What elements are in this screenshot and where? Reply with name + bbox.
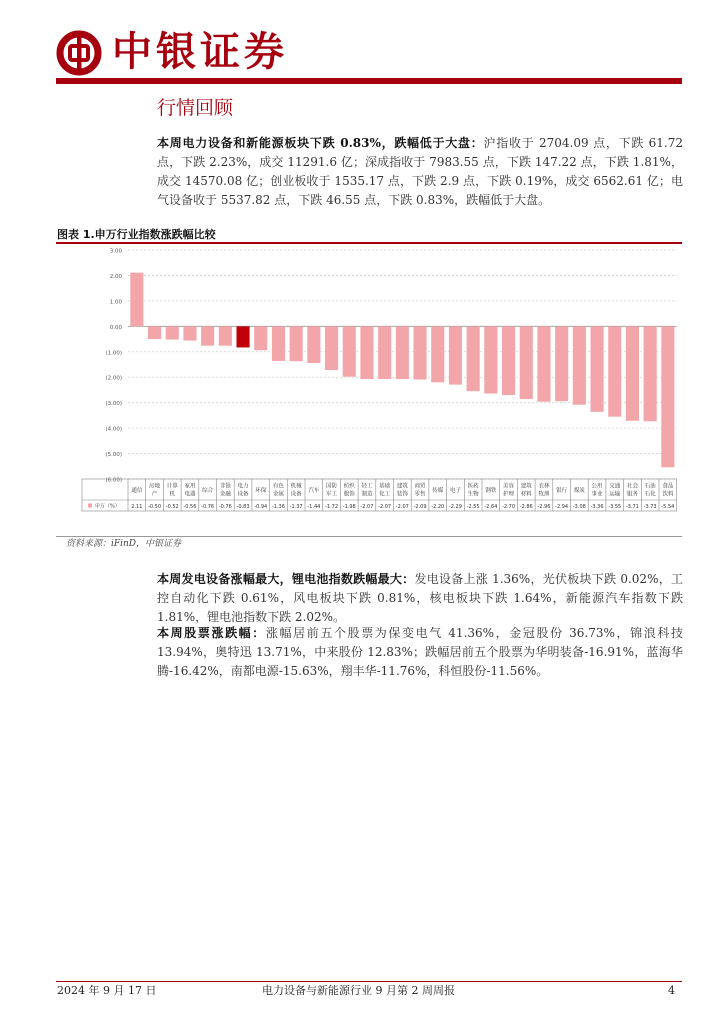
bar [608, 326, 621, 416]
data-value-label: -1.36 [271, 504, 285, 510]
category-label: 房地 [149, 483, 161, 490]
bar [272, 326, 285, 361]
category-label: 建筑 [396, 483, 408, 490]
bar [626, 326, 639, 420]
subsector-paragraph [157, 570, 683, 627]
bar [183, 326, 196, 340]
category-label: 美容 [503, 483, 515, 490]
category-label: 通信 [131, 488, 143, 494]
bar [343, 326, 356, 376]
footer-report-title: 电力设备与新能源行业 9 月第 2 周周报 [262, 984, 455, 997]
y-tick-label: (2.00) [105, 375, 122, 382]
bar [378, 326, 391, 379]
data-value-label: -2.94 [555, 504, 569, 510]
category-label: 食品 [662, 483, 674, 490]
category-label: 金融 [219, 491, 231, 498]
data-value-label: -1.72 [325, 504, 339, 510]
data-value-label: -5.54 [661, 504, 675, 510]
data-value-label: -3.73 [643, 504, 657, 510]
data-value-label: -0.56 [183, 504, 197, 510]
bar [130, 273, 143, 327]
category-label: 公用 [591, 483, 603, 490]
category-label: 装饰 [396, 491, 408, 498]
category-label: 生物 [467, 491, 479, 498]
data-value-label: -2.09 [413, 504, 427, 510]
category-label: 综合 [202, 488, 214, 494]
page-number: 4 [668, 984, 675, 997]
category-label: 石化 [644, 491, 656, 498]
footer-rule [56, 981, 682, 982]
market-review-paragraph [157, 134, 683, 210]
y-tick-label: 1.00 [109, 299, 122, 306]
category-label: 服饰 [343, 491, 355, 498]
category-label: 交通 [609, 483, 621, 490]
category-label: 服务 [626, 491, 638, 498]
category-label: 社会 [626, 483, 638, 490]
category-label: 基础 [379, 483, 391, 490]
bar [520, 326, 533, 399]
category-label: 事业 [591, 491, 603, 498]
category-label: 电力 [237, 483, 249, 490]
stock-movers-lead: 本周股票涨跌幅： [157, 626, 266, 640]
bar [290, 326, 303, 361]
bar [396, 326, 409, 379]
bar [325, 326, 338, 370]
data-value-label: -3.08 [572, 504, 586, 510]
section-heading: 行情回顾 [157, 97, 234, 119]
subsector-body: 发电设备上涨 1.36%，光伏板块下跌 0.02%，工控自动化下跌 0.61%，风电板块下跌 0.81%，核电板块下跌 1.64%，新能源汽车指数下跌 1.81%，锂电池指数下跌 2.02%。 [157, 572, 683, 624]
y-tick-label: 3.00 [109, 248, 122, 255]
data-value-label: -2.07 [395, 504, 409, 510]
category-label: 银行 [556, 488, 568, 494]
category-label: 产 [151, 491, 158, 498]
data-value-label: -0.50 [148, 504, 162, 510]
bar [431, 326, 444, 382]
category-label: 有色 [272, 483, 284, 490]
category-label: 医药 [467, 483, 479, 490]
data-value-label: -2.07 [378, 504, 392, 510]
bar [502, 326, 515, 395]
category-label: 计算 [166, 483, 178, 490]
category-label: 建筑 [520, 483, 532, 490]
market-review-lead: 本周电力设备和新能源板块下跌 0.83%，跌幅低于大盘： [157, 136, 484, 150]
data-value-label: -2.20 [431, 504, 445, 510]
y-tick-label: (3.00) [105, 401, 122, 408]
bar [484, 326, 497, 393]
category-label: 农林 [538, 483, 550, 490]
category-label: 设备 [237, 491, 249, 498]
bar [219, 326, 232, 345]
category-label: 电器 [184, 491, 196, 498]
industry-index-bar-chart [56, 244, 686, 534]
bar [573, 326, 586, 404]
category-label: 石油 [644, 483, 656, 490]
data-value-label: -2.64 [484, 504, 498, 510]
data-value-label: -2.96 [537, 504, 551, 510]
header-divider [56, 78, 682, 84]
figure-source-note: 资料来源：iFinD，中银证券 [66, 539, 182, 549]
data-value-label: -1.37 [289, 504, 303, 510]
category-label: 化工 [379, 491, 391, 498]
bar [360, 326, 373, 379]
category-label: 金属 [272, 491, 284, 498]
category-label: 传媒 [432, 488, 444, 494]
data-value-label: -2.55 [466, 504, 480, 510]
category-label: 非银 [219, 483, 231, 490]
stock-movers-paragraph [157, 624, 683, 681]
bar [555, 326, 568, 401]
y-tick-label: 2.00 [109, 273, 122, 280]
bar [414, 326, 427, 379]
legend-swatch [88, 504, 92, 508]
category-label: 制造 [361, 491, 373, 498]
subsector-lead: 本周发电设备涨幅最大，锂电池指数跌幅最大： [157, 572, 415, 586]
y-tick-label: (5.00) [105, 452, 122, 459]
stock-movers-body: 涨幅居前五个股票为保变电气 41.36%，金冠股份 36.73%，锦浪科技 13.94%，奥特迅 13.71%，中来股份 12.83%；跌幅居前五个股票为华明装备-16.91%，蓝海华腾-16.42%，南都电源-15.63%，翔丰华-11.76%，科恒股份-11.56%。 [157, 626, 683, 678]
bar [237, 326, 250, 347]
data-value-label: -0.83 [236, 504, 250, 510]
y-tick-label: (4.00) [105, 426, 122, 433]
category-label: 纺织 [343, 483, 355, 490]
bar [449, 326, 462, 384]
legend-label: 申万（%） [95, 503, 120, 510]
category-label: 机 [169, 491, 176, 498]
category-label: 牧渔 [538, 491, 550, 498]
data-value-label: -0.76 [201, 504, 215, 510]
data-value-label: -0.94 [254, 504, 268, 510]
category-label: 饮料 [662, 491, 674, 498]
data-value-label: -2.70 [502, 504, 516, 510]
category-label: 商贸 [414, 483, 426, 490]
category-label: 零售 [414, 491, 426, 498]
bank-logo-icon [56, 30, 102, 76]
category-label: 煤炭 [573, 488, 585, 494]
y-tick-label: 0.00 [109, 324, 122, 331]
category-label: 国防 [326, 483, 338, 490]
data-value-label: -0.76 [218, 504, 232, 510]
category-label: 环保 [255, 488, 267, 494]
bar [644, 326, 657, 421]
data-value-label: -1.44 [307, 504, 321, 510]
y-tick-label: (1.00) [105, 350, 122, 357]
category-label: 设备 [290, 491, 302, 498]
footer-date: 2024 年 9 月 17 日 [57, 984, 157, 997]
bar [166, 326, 179, 339]
category-label: 军工 [326, 491, 338, 498]
category-label: 护理 [503, 491, 515, 498]
data-value-label: -3.55 [608, 504, 622, 510]
bar [307, 326, 320, 363]
bar [537, 326, 550, 401]
source-rule [56, 536, 682, 537]
category-label: 机械 [290, 483, 302, 490]
data-value-label: -3.36 [590, 504, 604, 510]
category-label: 电子 [449, 488, 461, 494]
data-value-label: -0.52 [165, 504, 179, 510]
category-label: 家用 [184, 483, 196, 490]
category-label: 运输 [609, 491, 621, 498]
data-value-label: -2.29 [448, 504, 462, 510]
category-label: 汽车 [308, 488, 320, 494]
bar [467, 326, 480, 391]
data-value-label: -1.98 [342, 504, 356, 510]
data-value-label: -2.86 [519, 504, 533, 510]
category-label: 钢铁 [485, 488, 497, 494]
figure-title: 图表 1.申万行业指数涨跌幅比较 [57, 228, 216, 241]
data-value-label: 2.11 [131, 504, 143, 510]
brand-name: 中银证券 [112, 29, 288, 75]
category-label: 轻工 [361, 483, 373, 490]
bar [591, 326, 604, 411]
bar [148, 326, 161, 339]
category-label: 材料 [520, 491, 532, 498]
data-value-label: -3.71 [625, 504, 639, 510]
bar [661, 326, 674, 467]
y-tick-label: (6.00) [105, 477, 122, 484]
market-review-body: 沪指收于 2704.09 点，下跌 61.72 点，下跌 2.23%，成交 11291.6 亿；深成指收于 7983.55 点，下跌 147.22 点，下跌 1.81%，成交 14570.08 亿；创业板收于 1535.17 点，下跌 2.9 点，下跌 0.19%，成交 6562.61 亿；电气设备收于 5537.82 点，下跌 46.55 点，下跌 0.83%，跌幅低于大盘。 [157, 136, 684, 207]
bar [254, 326, 267, 350]
data-value-label: -2.07 [360, 504, 374, 510]
bar [201, 326, 214, 345]
